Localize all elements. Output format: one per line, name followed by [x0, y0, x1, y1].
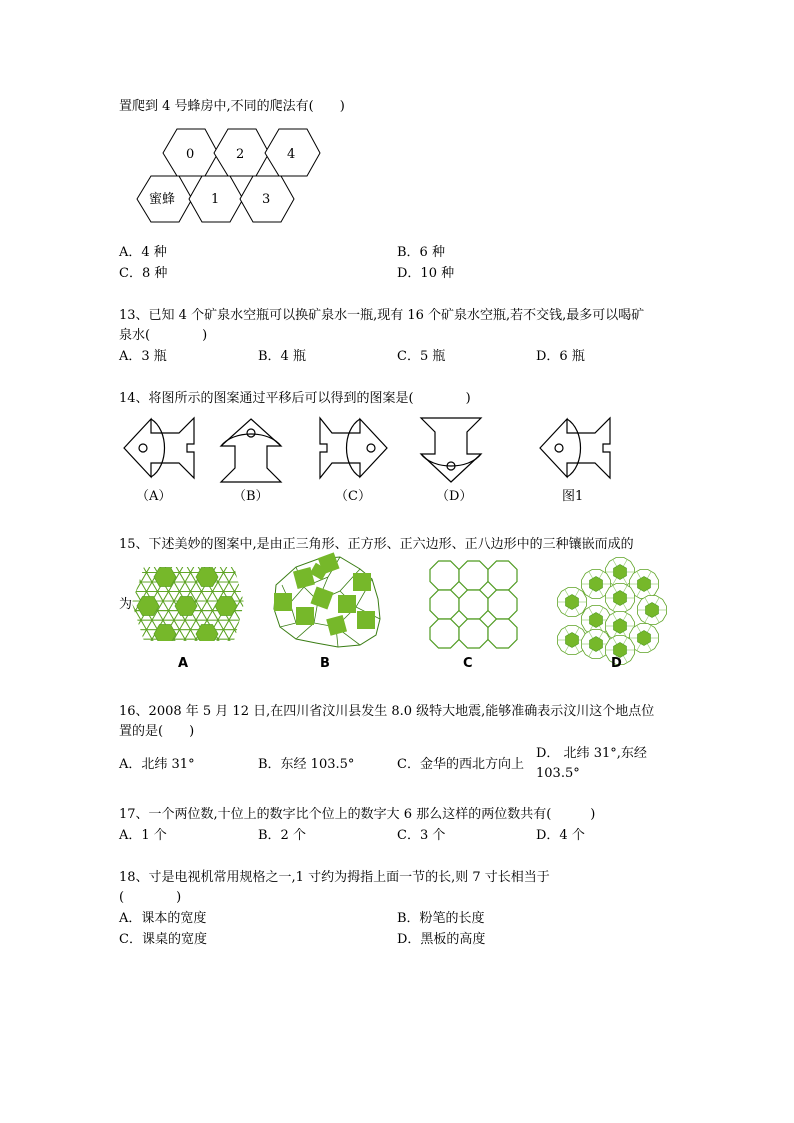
figure-c — [320, 418, 387, 478]
tiling-a — [130, 563, 246, 645]
q17-option-b: B．2 个 — [258, 828, 306, 843]
figure-a — [124, 418, 194, 478]
figure-original — [540, 418, 610, 478]
cell-label-4: 4 — [287, 147, 296, 162]
tiling-d — [552, 558, 672, 658]
q12-option-d: D．10 种 — [397, 266, 455, 281]
q15-stem-line2: 为 — [119, 597, 133, 612]
q16-option-d-cont: 103.5° — [536, 766, 580, 781]
q13-option-d: D．6 瓶 — [536, 349, 585, 364]
q17-stem: 17、一个两位数,十位上的数字比个位上的数字大 6 那么这样的两位数共有( ) — [119, 807, 596, 822]
q13-option-c: C．5 瓶 — [397, 349, 446, 364]
hex-cell-1 — [189, 176, 243, 222]
q17-option-a: A．1 个 — [119, 828, 167, 843]
q12-option-a: A．4 种 — [119, 245, 167, 260]
q14-stem: 14、将图所示的图案通过平移后可以得到的图案是( ) — [119, 391, 471, 406]
q18-option-b: B．粉笔的长度 — [397, 911, 485, 926]
hex-cell-0 — [163, 129, 218, 176]
honeycomb-figure — [130, 122, 330, 232]
hex-cell-4 — [265, 129, 320, 176]
q16-stem-line2: 置的是( ) — [119, 724, 195, 739]
q15-label-a: A — [178, 656, 189, 671]
cell-label-0: 0 — [186, 147, 195, 162]
cell-label-bee: 蜜蜂 — [149, 192, 176, 207]
q13-option-a: A．3 瓶 — [119, 349, 167, 364]
hex-cell-3 — [240, 176, 294, 222]
q18-paren: ( ) — [119, 890, 182, 905]
q15-label-b: B — [320, 656, 330, 671]
q14-label-original: 图1 — [562, 489, 584, 504]
figure-d — [421, 418, 481, 482]
hex-cell-2 — [214, 129, 269, 176]
q18-stem: 18、寸是电视机常用规格之一,1 寸约为拇指上面一节的长,则 7 寸长相当于 — [119, 870, 550, 885]
q13-stem-line1: 13、已知 4 个矿泉水空瓶可以换矿泉水一瓶,现有 16 个矿泉水空瓶,若不交钱,最多可以喝矿 — [119, 308, 645, 323]
q14-label-a: （A） — [136, 489, 172, 504]
translation-figures — [110, 410, 630, 495]
q13-option-b: B．4 瓶 — [258, 349, 306, 364]
figure-b — [221, 419, 281, 482]
q15-label-d: D — [611, 656, 622, 671]
q18-option-a: A．课本的宽度 — [119, 911, 207, 926]
q16-option-b: B．东经 103.5° — [258, 757, 355, 772]
q16-stem-line1: 16、2008 年 5 月 12 日,在四川省汶川县发生 8.0 级特大地震,能够准确表示汶川这个地点位 — [119, 704, 655, 719]
q16-option-c: C．金华的西北方向上 — [397, 757, 524, 772]
q14-label-d: （D） — [436, 489, 473, 504]
q12-stem: 置爬到 4 号蜂房中,不同的爬法有( ) — [119, 99, 345, 114]
q16-option-d: D． 北纬 31°,东经 — [536, 746, 647, 761]
tiling-c — [428, 559, 523, 651]
q18-option-d: D．黑板的高度 — [397, 932, 486, 947]
q16-option-a: A．北纬 31° — [119, 757, 195, 772]
q15-label-c: C — [463, 656, 473, 671]
q12-option-b: B．6 种 — [397, 245, 445, 260]
q18-option-c: C．课桌的宽度 — [119, 932, 207, 947]
q17-option-d: D．4 个 — [536, 828, 585, 843]
q17-option-c: C．3 个 — [397, 828, 446, 843]
q12-option-c: C．8 种 — [119, 266, 168, 281]
cell-label-3: 3 — [262, 192, 271, 207]
q13-stem-line2: 泉水( ) — [119, 328, 208, 343]
cell-label-2: 2 — [236, 147, 245, 162]
q14-label-b: （B） — [233, 489, 269, 504]
cell-label-1: 1 — [211, 192, 220, 207]
tiling-b — [268, 553, 386, 649]
hex-cell-bee — [137, 176, 192, 222]
q15-stem: 15、下述美妙的图案中,是由正三角形、正方形、正六边形、正八边形中的三种镶嵌而成的 — [119, 537, 634, 552]
q14-label-c: （C） — [335, 489, 371, 504]
